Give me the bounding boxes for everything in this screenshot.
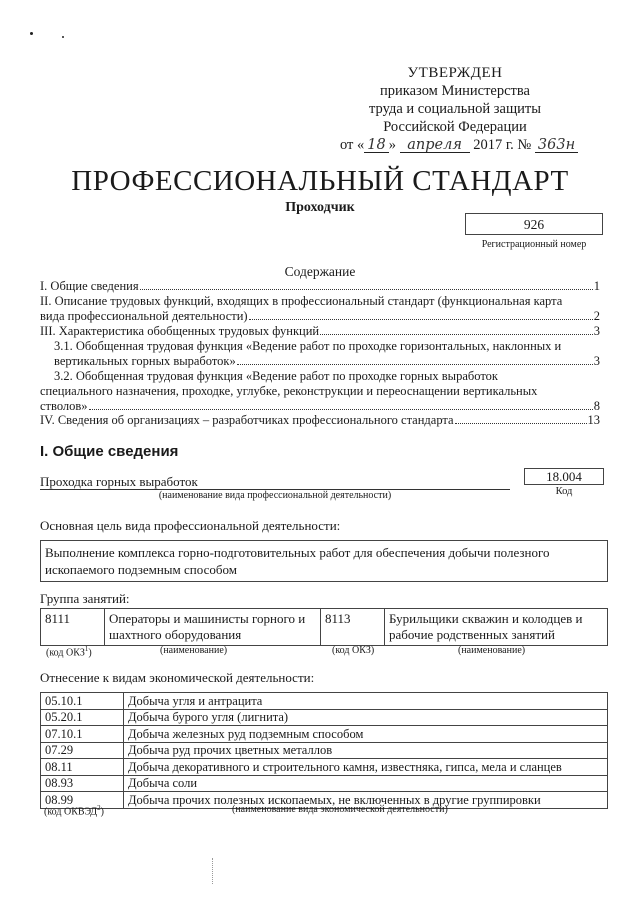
toc-title: Содержание xyxy=(284,264,356,279)
okz-code-caption: (код ОКЗ$^1$) xyxy=(46,645,92,659)
activity-name: Проходка горных выработок xyxy=(40,474,510,490)
okved-table xyxy=(40,692,608,809)
activity-code-box: 18.004 xyxy=(524,468,604,485)
table-row: 08.99 Добыча прочих полезных ископаемых, не включенных в другие группировки xyxy=(41,792,608,809)
table-row: 07.10.1 Добыча железных руд подземным способом xyxy=(41,726,608,743)
scan-artifact xyxy=(212,858,214,884)
activity-code-caption: Код xyxy=(555,486,573,497)
table-row xyxy=(41,609,608,646)
approval-date-line: от « 18 » апреля 2017 г. № 363н xyxy=(340,136,570,154)
goal-box: Выполнение комплекса горно-подготовительных работ для обеспечения добычи полезного ископаемого подземным способом xyxy=(40,540,608,582)
registration-number-label: Регистрационный номер xyxy=(481,239,587,250)
approval-line: труда и социальной защиты xyxy=(369,101,541,117)
okz-code: 8113 xyxy=(321,609,385,646)
okz-name: Бурильщики скважин и колодцев и рабочие родственных занятий xyxy=(385,609,608,646)
goal-label: Основная цель вида профессиональной деятельности: xyxy=(40,518,341,533)
scan-mark xyxy=(62,36,64,38)
okz-code-caption: (код ОКЗ) xyxy=(332,645,375,656)
toc-item[interactable]: I. Общие сведения 1 xyxy=(40,279,600,293)
occupation-table xyxy=(40,608,608,646)
section-heading: I. Общие сведения xyxy=(40,443,179,460)
toc-item[interactable]: II. Описание трудовых функций, входящих в профессиональный стандарт (функциональная карта вида профессиональной деятельности) 2 xyxy=(40,294,600,323)
occupation-group-label: Группа занятий: xyxy=(40,591,130,606)
approval-header: УТВЕРЖДЕН xyxy=(407,65,503,81)
table-row: 07.29 Добыча руд прочих цветных металлов xyxy=(41,742,608,759)
table-row: 05.10.1 Добыча угля и антрацита xyxy=(41,693,608,710)
econ-activity-label: Отнесение к видам экономической деятельности: xyxy=(40,670,315,685)
okz-name-caption: (наименование) xyxy=(458,645,526,656)
approval-block xyxy=(340,64,576,154)
okz-name-caption: (наименование) xyxy=(160,645,228,656)
toc-item[interactable]: 3.1. Обобщенная трудовая функция «Ведение работ по проходке горизонтальных, наклонных и вертикальных горных выработок» 3 xyxy=(54,339,600,368)
okz-code: 8111 xyxy=(41,609,105,646)
approval-day: 18 xyxy=(364,138,388,153)
registration-number-box: 926 xyxy=(465,213,603,235)
okz-name: Операторы и машинисты горного и шахтного оборудования xyxy=(105,609,321,646)
document-subtitle: Проходчик xyxy=(285,200,355,215)
approval-line: Российской Федерации xyxy=(383,119,527,135)
table-row: 08.11 Добыча декоративного и строительного камня, известняка, гипса, мела и сланцев xyxy=(41,759,608,776)
document-title: ПРОФЕССИОНАЛЬНЫЙ СТАНДАРТ xyxy=(71,165,569,197)
approval-month: апреля xyxy=(400,138,470,153)
toc-item[interactable]: 3.2. Обобщенная трудовая функция «Ведение работ по проходке горных выработок специального назначения, проходке, углубке, реконструкции и переоснащении вертикальных стволов» 8 xyxy=(40,369,600,413)
okved-code-caption: (код ОКВЭД$^2$) xyxy=(44,804,104,818)
table-row: 08.93 Добыча соли xyxy=(41,775,608,792)
okved-name-caption: (наименование вида экономической деятельности) xyxy=(232,804,448,815)
table-row: 05.20.1 Добыча бурого угля (лигнита) xyxy=(41,709,608,726)
activity-caption: (наименование вида профессиональной деятельности) xyxy=(158,490,392,501)
approval-line: приказом Министерства xyxy=(380,83,530,99)
scan-mark xyxy=(30,32,33,35)
toc-item[interactable]: III. Характеристика обобщенных трудовых функций 3 xyxy=(40,324,600,338)
approval-number: 363н xyxy=(535,138,578,153)
toc-item[interactable]: IV. Сведения об организациях – разработчиках профессионального стандарта 13 xyxy=(40,413,600,427)
